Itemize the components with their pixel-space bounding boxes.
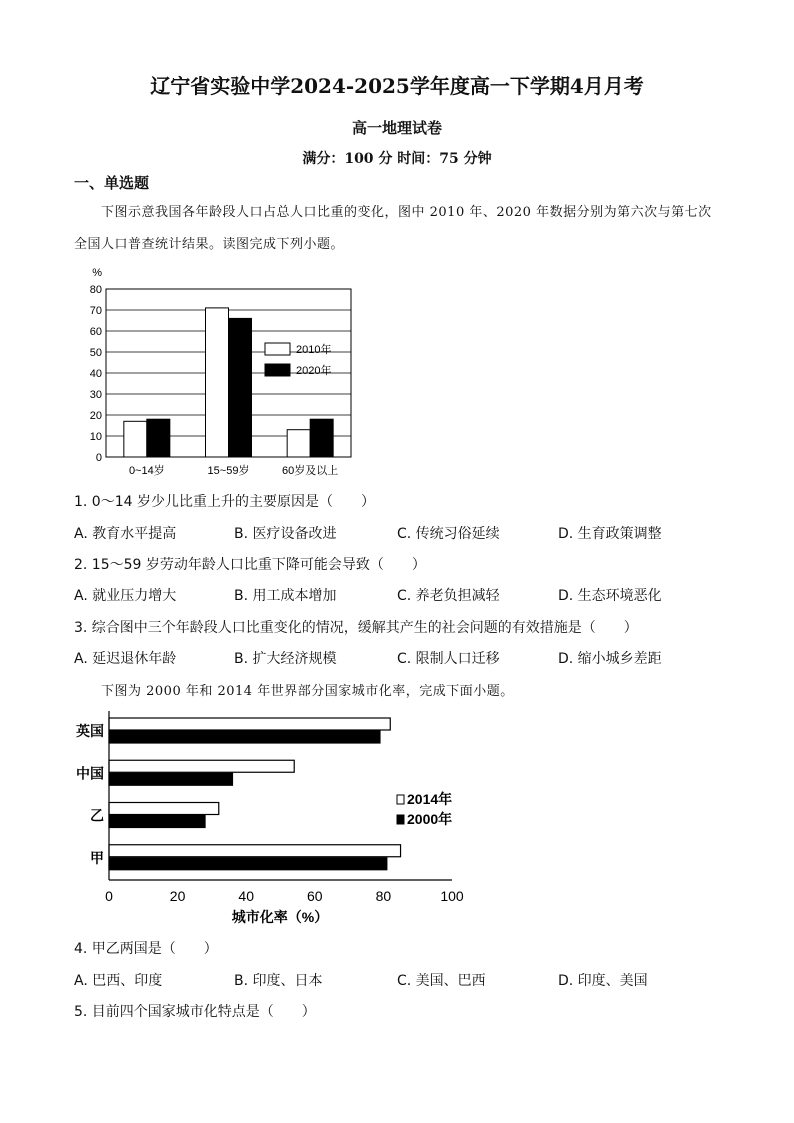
legend-swatch-2020 xyxy=(265,364,290,376)
legend-label-2014: 2014年 xyxy=(407,791,453,807)
chart1-bars xyxy=(124,308,333,457)
chart1-bar-2010年-15~59岁 xyxy=(206,308,229,457)
chart2-x-tick-label: 40 xyxy=(238,888,254,904)
q3-option-d[interactable]: D. 缩小城乡差距 xyxy=(558,651,662,667)
chart1-bar-2020年-15~59岁 xyxy=(229,318,252,457)
chart1-y-tick-label: 20 xyxy=(89,410,102,422)
chart1-bar-2020年-0~14岁 xyxy=(147,419,170,457)
q4-option-c[interactable]: C. 美国、巴西 xyxy=(397,973,486,989)
chart1-y-tick-label: 0 xyxy=(95,452,102,464)
chart2-x-ticks xyxy=(105,888,464,904)
chart2-legend xyxy=(397,791,452,827)
question-4-stem: 4. 甲乙两国是（ ） xyxy=(74,941,218,957)
chart1-y-tick-label: 10 xyxy=(89,431,102,443)
chart2-bar-2000年-乙 xyxy=(109,816,205,828)
age-structure-chart xyxy=(60,262,380,484)
chart1-y-tick-label: 60 xyxy=(89,326,102,338)
chart2-bar-2014年-英国 xyxy=(109,718,390,730)
chart1-x-ticks xyxy=(129,463,338,477)
q3-option-a[interactable]: A. 延迟退休年龄 xyxy=(74,651,177,667)
chart2-x-tick-label: 80 xyxy=(375,888,392,904)
intro2-line1: 下图为 2000 年和 2014 年世界部分国家城市化率，完成下面小题。 xyxy=(101,684,514,699)
chart2-x-tick-label: 20 xyxy=(169,888,186,904)
chart1-unit: % xyxy=(92,267,102,279)
intro1-line1: 下图示意我国各年龄段人口占总人口比重的变化，图中 2010 年、2020 年数据分别为第六次与第七次 xyxy=(101,205,712,220)
q2-option-c[interactable]: C. 养老负担减轻 xyxy=(397,588,500,604)
q4-option-d[interactable]: D. 印度、美国 xyxy=(558,973,648,989)
chart2-x-tick-label: 0 xyxy=(105,888,113,904)
question-5-stem: 5. 目前四个国家城市化特点是（ ） xyxy=(74,1004,316,1020)
section-heading: 一、单选题 xyxy=(74,174,150,192)
q2-option-a[interactable]: A. 就业压力增大 xyxy=(74,588,177,604)
legend-swatch-2000 xyxy=(397,815,404,824)
chart1-x-tick-label: 60岁及以上 xyxy=(282,465,339,477)
chart1-y-tick-label: 40 xyxy=(89,368,102,380)
q1-option-a[interactable]: A. 教育水平提高 xyxy=(74,526,177,542)
intro1-line2: 全国人口普查统计结果。读图完成下列小题。 xyxy=(74,237,345,252)
chart2-category-label: 甲 xyxy=(90,849,104,866)
q3-option-b[interactable]: B. 扩大经济规模 xyxy=(234,651,337,667)
chart2-x-axis-label: 城市化率（%） xyxy=(231,909,329,925)
legend-swatch-2014 xyxy=(397,795,404,804)
chart2-bar-2000年-甲 xyxy=(109,858,387,870)
chart1-y-tick-label: 70 xyxy=(89,305,102,317)
chart1-x-tick-label: 0~14岁 xyxy=(128,465,165,477)
chart2-bar-2014年-乙 xyxy=(109,803,219,815)
q2-option-b[interactable]: B. 用工成本增加 xyxy=(234,588,337,604)
chart1-bar-2010年-60岁及以上 xyxy=(287,430,310,457)
chart1-y-tick-label: 30 xyxy=(89,389,102,401)
chart1-x-tick-label: 15~59岁 xyxy=(207,465,250,477)
chart1-y-tick-label: 50 xyxy=(89,347,102,359)
q3-option-c[interactable]: C. 限制人口迁移 xyxy=(397,651,500,667)
chart2-category-label: 英国 xyxy=(76,723,104,739)
urbanization-chart xyxy=(68,708,480,930)
legend-label-2000: 2000年 xyxy=(407,811,453,827)
q1-option-d[interactable]: D. 生育政策调整 xyxy=(558,526,662,542)
q4-option-b[interactable]: B. 印度、日本 xyxy=(234,973,323,989)
question-2-stem: 2. 15～59 岁劳动年龄人口比重下降可能会导致（ ） xyxy=(74,557,426,573)
chart2-x-tick-label: 60 xyxy=(307,888,323,904)
chart2-category-labels xyxy=(76,723,104,866)
chart2-bar-2014年-甲 xyxy=(109,845,401,857)
q2-option-d[interactable]: D. 生态环境恶化 xyxy=(558,588,662,604)
q4-option-a[interactable]: A. 巴西、印度 xyxy=(74,973,163,989)
chart1-bar-2010年-0~14岁 xyxy=(124,421,147,457)
chart1-bar-2020年-60岁及以上 xyxy=(310,419,333,457)
question-3-stem: 3. 综合图中三个年龄段人口比重变化的情况，缓解其产生的社会问题的有效措施是（ ） xyxy=(74,620,638,636)
chart2-bar-2014年-中国 xyxy=(109,760,294,772)
chart1-y-ticks xyxy=(90,284,102,464)
chart2-x-tick-label: 100 xyxy=(440,888,464,904)
chart2-category-label: 乙 xyxy=(90,807,104,824)
exam-title: 辽宁省实验中学2024-2025学年度高一下学期4月月考 xyxy=(150,74,644,98)
legend-label-2020: 2020年 xyxy=(296,365,332,377)
q1-option-c[interactable]: C. 传统习俗延续 xyxy=(397,526,500,542)
chart2-bar-2000年-英国 xyxy=(109,731,380,743)
chart1-y-tick-label: 80 xyxy=(89,284,102,296)
exam-subtitle: 高一地理试卷 xyxy=(351,119,442,137)
chart2-bar-2000年-中国 xyxy=(109,773,232,785)
exam-meta: 满分：100 分 时间：75 分钟 xyxy=(302,151,492,167)
question-1-stem: 1. 0～14 岁少儿比重上升的主要原因是（ ） xyxy=(74,494,375,510)
legend-swatch-2010 xyxy=(265,343,290,355)
chart2-category-label: 中国 xyxy=(76,765,104,782)
chart1-legend xyxy=(265,342,331,377)
legend-label-2010: 2010年 xyxy=(296,344,332,356)
q1-option-b[interactable]: B. 医疗设备改进 xyxy=(234,526,337,542)
chart2-bars xyxy=(109,718,401,870)
